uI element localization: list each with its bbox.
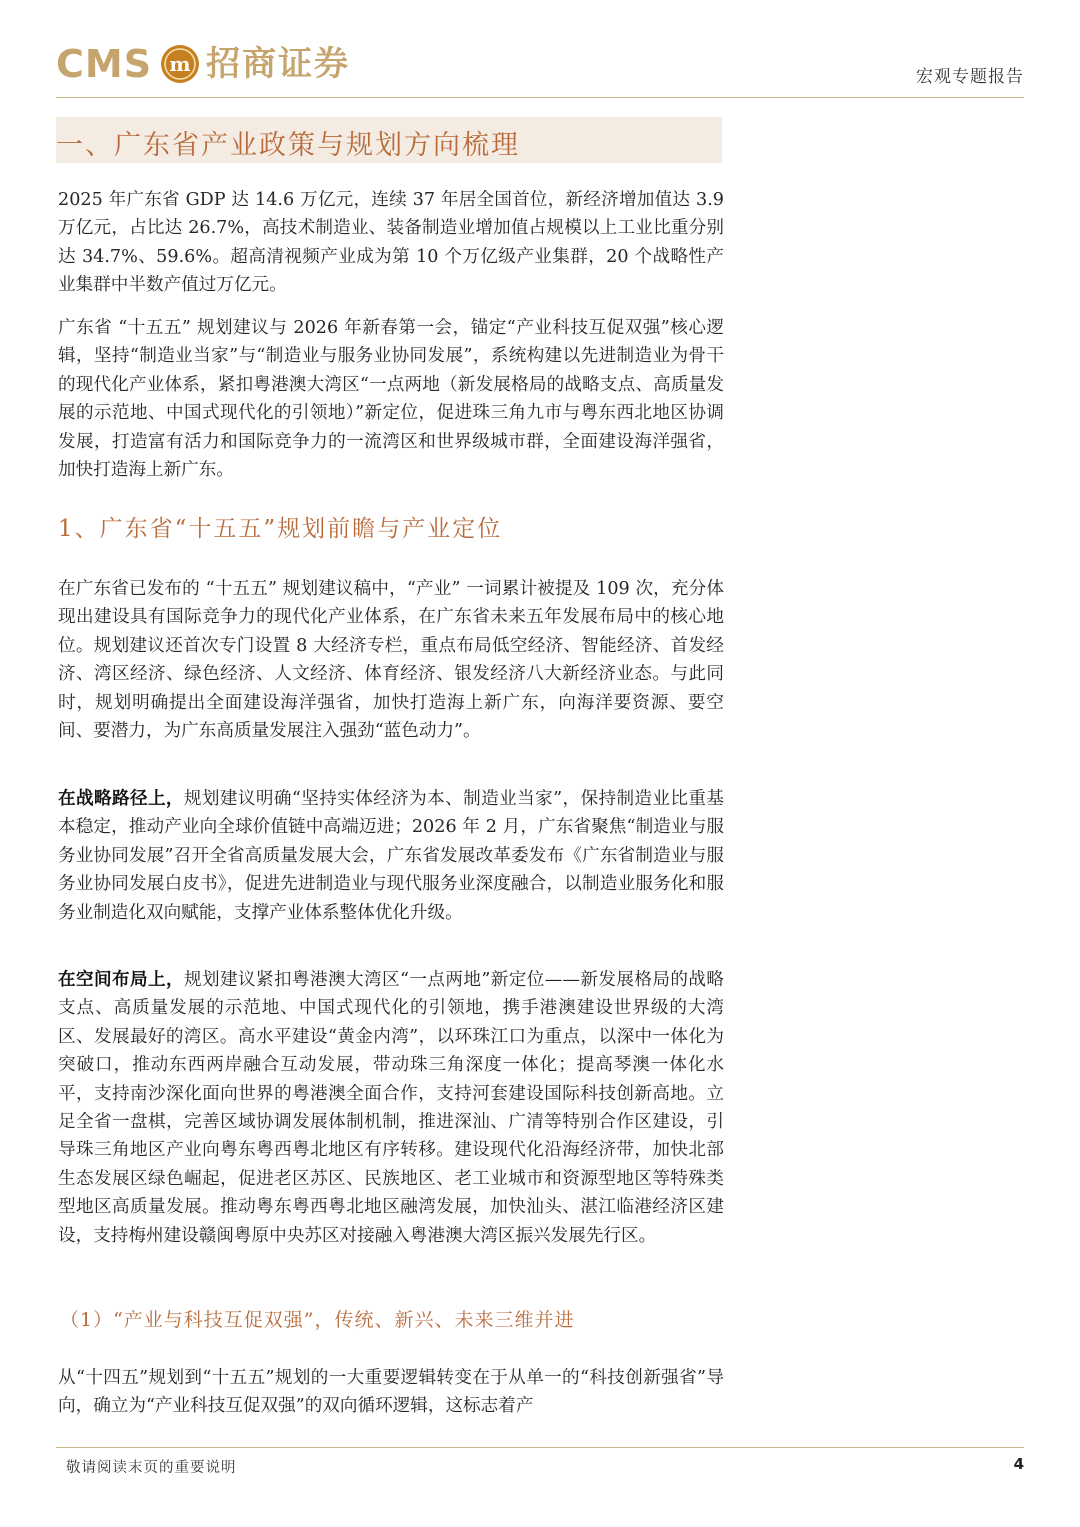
paragraph-strategic-path-lead: 在战略路径上， (58, 788, 184, 809)
page-number: 4 (1013, 1455, 1024, 1473)
paragraph-industry-positioning: 在广东省已发布的 “十五五” 规划建议稿中，“产业” 一词累计被提及 109 次，充分体现出建设具有国际竞争力的现代化产业体系，在广东省未来五年发展布局中的核心地位。规划建议还首次专门设置 8 大经济专栏，重点布局低空经济、智能经济、首发经济、湾区经济、绿色经济、人文经济、体育经济、银发经济八大新经济业态。与此同时，规划明确提出全面建设海洋强省，加快打造海上新广东，向海洋要资源、要空间、要潜力，为广东高质量发展注入强劲“蓝色动力”。 (58, 579, 724, 742)
logo-seal-icon (160, 44, 200, 84)
paragraph-gdp-overview: 2025 年广东省 GDP 达 14.6 万亿元，连续 37 年居全国首位，新经济增加值达 3.9 万亿元，占比达 26.7%，高技术制造业、装备制造业增加值占规模以上工业比重分别达 34.7%、59.6%。超高清视频产业成为第 10 个万亿级产业集群，20 个战略性产业集群中半数产值过万亿元。 (58, 190, 724, 296)
paragraph-strategic-path-body: 规划建议明确“坚持实体经济为本、制造业当家”，保持制造业比重基本稳定，推动产业向全球价值链中高端迈进；2026 年 2 月，广东省聚焦“制造业与服务业协同发展”召开全省高质量发展大会，广东省发展改革委发布《广东省制造业与服务业协同发展白皮书》，促进先进制造业与现代服务业深度融合，以制造业服务化和服务业制造化双向赋能，支撑产业体系整体优化升级。 (58, 789, 724, 923)
paragraph-spatial-layout-body: 规划建议紧扣粤港澳大湾区“一点两地”新定位——新发展格局的战略支点、高质量发展的示范地、中国式现代化的引领地，携手港澳建设世界级的大湾区、发展最好的湾区。高水平建设“黄金内湾”，以环珠江口为重点，以深中一体化为突破口，推动东西两岸融合互动发展，带动珠三角深度一体化；提高琴澳一体化水平，支持南沙深化面向世界的粤港澳全面合作，支持河套建设国际科技创新高地。立足全省一盘棋，完善区域协调发展体制机制，推进深汕、广清等特别合作区建设，引导珠三角地区产业向粤东粤西粤北地区有序转移。建设现代化沿海经济带，加快北部生态发展区绿色崛起，促进老区苏区、民族地区、老工业城市和资源型地区等特殊类型地区高质量发展。推动粤东粤西粤北地区融湾发展，加快汕头、湛江临港经济区建设，支持梅州建设赣闽粤原中央苏区对接融入粤港澳大湾区振兴发展先行区。 (58, 970, 724, 1246)
paragraph-strategic-path (58, 785, 724, 927)
subsection-title: 1、广东省“十五五”规划前瞻与产业定位 (58, 516, 503, 542)
logo-seal-glyph: m (169, 52, 191, 76)
paragraph-policy-overview: 广东省 “十五五” 规划建议与 2026 年新春第一会，锚定“产业科技互促双强”核心逻辑，坚持“制造业当家”与“制造业与服务业协同发展”，系统构建以先进制造业为骨干的现代化产业体系，紧扣粤港澳大湾区“一点两地（新发展格局的战略支点、高质量发展的示范地、中国式现代化的引领地）”新定位，促进珠三角九市与粤东西北地区协调发展，打造富有活力和国际竞争力的一流湾区和世界级城市群，全面建设海洋强省，加快打造海上新广东。 (58, 318, 724, 481)
header-divider (56, 97, 1024, 98)
report-type-label: 宏观专题报告 (916, 67, 1024, 87)
section-title: 一、广东省产业政策与规划方向梳理 (56, 130, 520, 161)
logo-cms-text: CMS (56, 42, 153, 86)
paragraph-spatial-layout (58, 966, 724, 1250)
logo-chinese-name: 招商证券 (206, 44, 351, 84)
subsubsection-title: （1）“产业与科技互促双强”，传统、新兴、未来三维并进 (60, 1309, 575, 1331)
cms-logo (56, 42, 350, 86)
report-header (56, 36, 1024, 98)
footer-divider (56, 1447, 1024, 1448)
footer-disclaimer: 敬请阅读末页的重要说明 (66, 1460, 237, 1476)
section-title-band (56, 117, 722, 163)
paragraph-logic-shift: 从“十四五”规划到“十五五”规划的一大重要逻辑转变在于从单一的“科技创新强省”导向，确立为“产业科技互促双强”的双向循环逻辑，这标志着产 (58, 1368, 724, 1417)
paragraph-spatial-layout-lead: 在空间布局上， (58, 969, 184, 990)
